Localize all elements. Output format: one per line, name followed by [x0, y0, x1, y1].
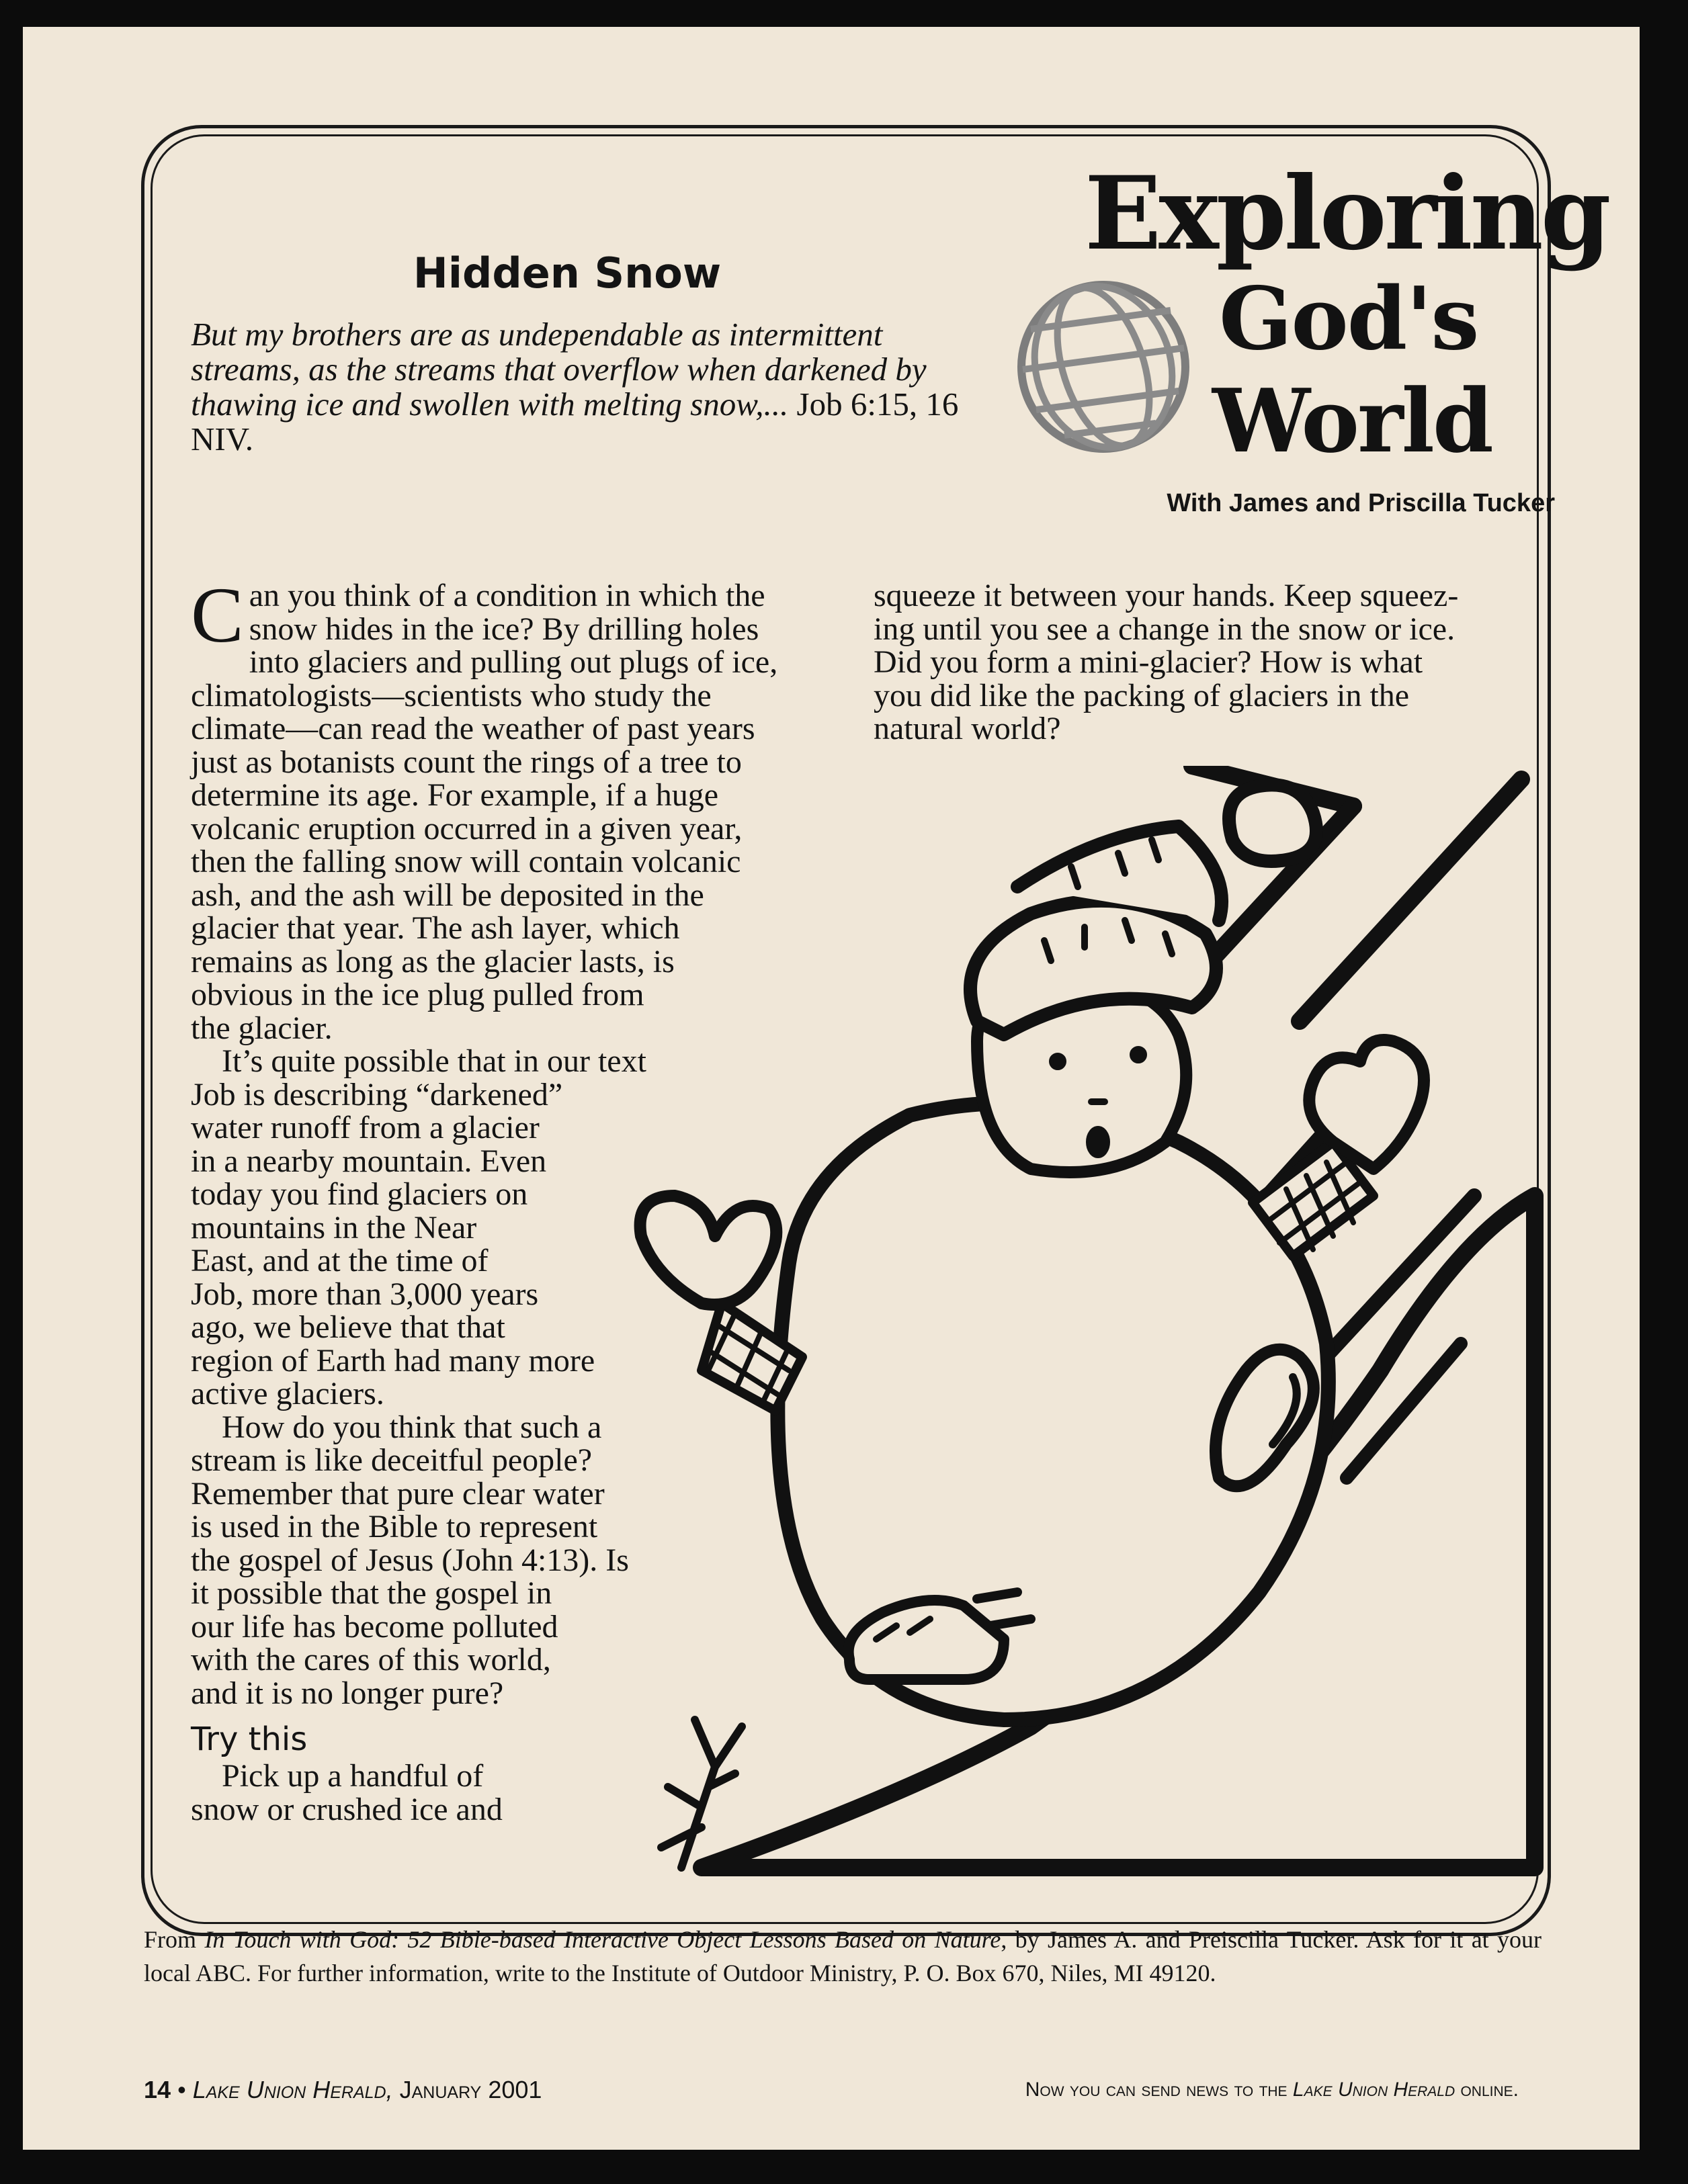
- text-line: then the falling snow will contain volcanic: [191, 844, 741, 879]
- text-line: determine its age. For example, if a huge: [191, 777, 719, 813]
- text-line: region of Earth had many more: [191, 1342, 595, 1379]
- text-line: Job, more than 3,000 years: [191, 1276, 539, 1312]
- text-line: snow or crushed ice and: [191, 1791, 503, 1827]
- text-line: Job is describing “darkened”: [191, 1076, 563, 1112]
- footer-right-publication: Lake Union Herald: [1292, 2079, 1455, 2101]
- text-line: just as botanists count the rings of a tree to: [191, 744, 742, 780]
- text-line: volcanic eruption occurred in a given year,: [191, 810, 743, 846]
- text-line: stream is like deceitful people?: [191, 1442, 593, 1478]
- text-line: ing until you see a change in the snow or ice.: [874, 611, 1455, 647]
- text-line: ash, and the ash will be deposited in the: [191, 877, 704, 913]
- text-line: our life has become polluted: [191, 1608, 558, 1645]
- text-line: and it is no longer pure?: [191, 1675, 504, 1711]
- text-line: is used in the Bible to represent: [191, 1509, 598, 1544]
- text-line: in a nearby mountain. Even: [191, 1143, 547, 1179]
- text-line: It’s quite possible that in our text: [222, 1043, 646, 1079]
- publication-name: Lake Union Herald,: [192, 2076, 393, 2103]
- text-line: natural world?: [874, 711, 1061, 746]
- text-line: it possible that the gospel in: [191, 1575, 552, 1611]
- page-footer-left: [144, 2076, 542, 2104]
- text-line: Pick up a handful of: [222, 1758, 484, 1794]
- text-line: obvious in the ice plug pulled from: [191, 977, 644, 1012]
- text-line: today you find glaciers on: [191, 1176, 528, 1212]
- author-byline: With James and Priscilla Tucker: [1167, 489, 1555, 517]
- text-line: How do you think that such a: [222, 1409, 602, 1445]
- text-line: East, and at the time of: [191, 1243, 489, 1278]
- paragraph-intro: [191, 571, 863, 1046]
- text-line: you did like the packing of glaciers in the: [874, 677, 1410, 713]
- text-line: climatologists—scientists who study the: [191, 677, 712, 713]
- credit-book-title: In Touch with God: 52 Bible-based Interactive Object Lessons Based on Nature: [204, 1926, 1001, 1953]
- footer-right-suffix: online.: [1455, 2079, 1519, 2101]
- text-line: water runoff from a glacier: [191, 1110, 540, 1145]
- scripture-verse: [191, 317, 977, 457]
- footer-bullet: •: [177, 2076, 186, 2103]
- text-line: ago, we believe that that: [191, 1309, 505, 1345]
- magazine-page: [23, 27, 1640, 2150]
- text-line: glacier that year. The ash layer, which: [191, 910, 680, 946]
- drop-cap: C: [191, 571, 244, 659]
- text-line: the gospel of Jesus (John 4:13). Is: [191, 1542, 629, 1578]
- column-logo: [1011, 141, 1609, 544]
- text-line: snow hides in the ice? By drilling holes: [249, 611, 759, 647]
- try-this-heading: Try this: [191, 1720, 308, 1758]
- credit-prefix: From: [144, 1926, 205, 1953]
- paragraph-try-this: [191, 1759, 863, 1826]
- article-title: Hidden Snow: [413, 249, 722, 298]
- text-line: climate—can read the weather of past years: [191, 711, 755, 746]
- page-number: 14: [144, 2076, 171, 2103]
- footer-right-prefix: Now you can send news to the: [1025, 2079, 1293, 2101]
- logo-word-exploring: Exploring: [1085, 155, 1609, 273]
- logo-word-gods: God's: [1219, 269, 1478, 369]
- text-line: with the cares of this world,: [191, 1642, 551, 1677]
- text-line: active glaciers.: [191, 1376, 384, 1411]
- text-line: remains as long as the glacier lasts, is: [191, 943, 675, 979]
- paragraph-job: [191, 1045, 863, 1411]
- article-right-column: [874, 579, 1519, 746]
- text-line: an you think of a condition in which the: [249, 578, 765, 613]
- text-line: squeeze it between your hands. Keep squeez-: [874, 578, 1459, 613]
- issue-date: January 2001: [399, 2076, 542, 2103]
- source-credit: [144, 1923, 1542, 1990]
- paragraph-gospel: [191, 1411, 863, 1710]
- credit-rest: , by James A. and Preiscilla Tucker. Ask for it at your local ABC. For further information, write to the Institute of Outdoor Ministry, P. O. Box 670, Niles, MI 49120.: [144, 1926, 1542, 1986]
- globe-icon: [1011, 275, 1199, 457]
- text-line: Did you form a mini-glacier? How is what: [874, 644, 1423, 680]
- text-line: Remember that pure clear water: [191, 1475, 605, 1512]
- page-footer-right: [1025, 2079, 1519, 2101]
- text-line: the glacier.: [191, 1010, 333, 1046]
- logo-word-world: World: [1212, 369, 1492, 472]
- text-line: mountains in the Near: [191, 1209, 477, 1246]
- text-line: into glaciers and pulling out plugs of ice,: [249, 644, 778, 680]
- verse-text: But my brothers are as undependable as intermittent streams, as the streams that overflow when darkened by thawing ice and swollen with melting snow,...: [191, 316, 927, 423]
- article-left-column: [191, 571, 863, 1827]
- verse-reference: Job 6:15, 16 NIV.: [191, 386, 959, 457]
